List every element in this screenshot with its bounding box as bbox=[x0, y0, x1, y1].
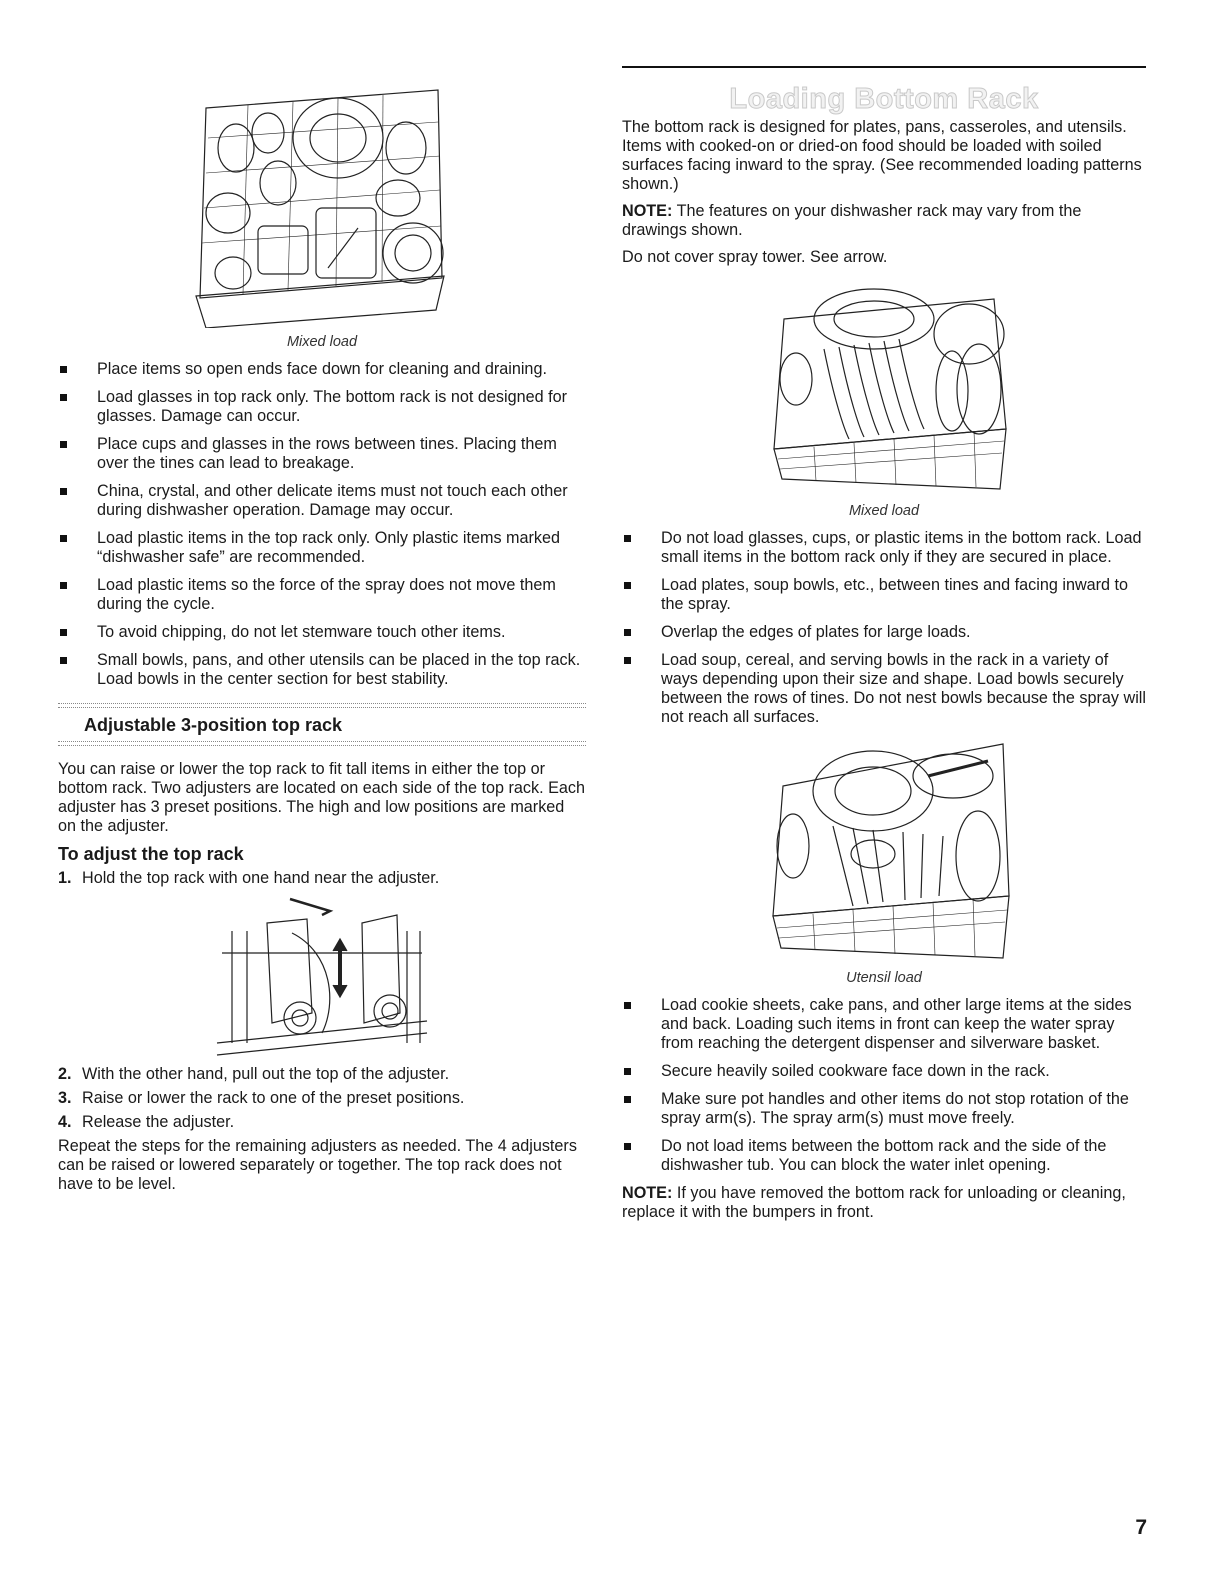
procedure-title: To adjust the top rack bbox=[58, 844, 244, 864]
step-item bbox=[58, 869, 586, 888]
step-number: 2. bbox=[58, 1065, 72, 1083]
closing-paragraph: Repeat the steps for the remaining adjusters as needed. The 4 adjusters can be raised or lowered separately or together. The top rack does not have to be level. bbox=[58, 1137, 577, 1193]
figure-caption: Mixed load bbox=[848, 503, 920, 519]
step-number: 3. bbox=[58, 1089, 72, 1107]
list-item: Place cups and glasses in the rows between tines. Placing them over the tines can lead to breakage. bbox=[58, 435, 586, 473]
subsection-title: Adjustable 3-position top rack bbox=[84, 715, 343, 735]
step-text: Release the adjuster. bbox=[82, 1113, 235, 1131]
intro-paragraph: The bottom rack is designed for plates, pans, casseroles, and utensils. Items with cooked-on or dried-on food should be loaded with soiled surfaces facing inward to the spray. (See recommended loading patterns shown.) bbox=[622, 118, 1142, 193]
step-item bbox=[58, 1089, 586, 1108]
list-item: China, crystal, and other delicate items must not touch each other during dishwasher operation. Damage may occur. bbox=[58, 482, 586, 520]
subsection-header bbox=[58, 703, 586, 746]
list-item: Load plastic items in the top rack only. Only plastic items marked “dishwasher safe” are recommended. bbox=[58, 529, 586, 567]
section-title: Loading Bottom Rack bbox=[729, 83, 1039, 115]
top-rack-mixed-load-illustration bbox=[188, 78, 456, 328]
note-label: NOTE: bbox=[622, 202, 673, 220]
figure-caption: Utensil load bbox=[846, 970, 922, 986]
large-items-bullet-list bbox=[622, 996, 1146, 1175]
step-text: With the other hand, pull out the top of the adjuster. bbox=[82, 1065, 450, 1083]
list-item: Place items so open ends face down for cleaning and draining. bbox=[58, 360, 586, 379]
left-column bbox=[58, 0, 586, 1202]
list-item: Do not load glasses, cups, or plastic items in the bottom rack. Load small items in the bottom rack only if they are secured in place. bbox=[622, 529, 1146, 567]
figure-caption: Mixed load bbox=[286, 334, 358, 350]
list-item: Load plastic items so the force of the spray does not move them during the cycle. bbox=[58, 576, 586, 614]
bottom-rack-utensil-load-illustration bbox=[753, 736, 1015, 964]
right-column bbox=[622, 0, 1146, 1230]
steps-list-continued bbox=[58, 1065, 586, 1132]
note-text: The features on your dishwasher rack may vary from the drawings shown. bbox=[622, 202, 1082, 239]
list-item: Do not load items between the bottom rack and the side of the dishwasher tub. You can block the water inlet opening. bbox=[622, 1137, 1146, 1175]
note-label: NOTE: bbox=[622, 1184, 673, 1202]
note-text: If you have removed the bottom rack for unloading or cleaning, replace it with the bumpers in front. bbox=[622, 1184, 1126, 1221]
section-rule bbox=[622, 66, 1146, 68]
note-paragraph bbox=[622, 202, 1146, 240]
step-number: 4. bbox=[58, 1113, 72, 1131]
page-number: 7 bbox=[1135, 1516, 1147, 1539]
list-item: Load soup, cereal, and serving bowls in the rack in a variety of ways depending upon their size and shape. Load bowls securely between the rows of tines. Do not nest bowls because the spray will not reach all surfaces. bbox=[622, 651, 1146, 727]
rack-adjuster-illustration bbox=[212, 893, 432, 1061]
list-item: To avoid chipping, do not let stemware touch other items. bbox=[58, 623, 586, 642]
list-item: Load plates, soup bowls, etc., between tines and facing inward to the spray. bbox=[622, 576, 1146, 614]
subsection-intro: You can raise or lower the top rack to fit tall items in either the top or bottom rack. Two adjusters are located on each side of the top rack. Each adjuster has 3 preset positions. The high and low positions are marked on the adjuster. bbox=[58, 760, 585, 835]
step-item bbox=[58, 1113, 586, 1132]
spray-tower-note: Do not cover spray tower. See arrow. bbox=[622, 248, 888, 266]
bottom-rack-mixed-load-illustration bbox=[754, 279, 1014, 497]
step-item bbox=[58, 1065, 586, 1084]
list-item: Load cookie sheets, cake pans, and other large items at the sides and back. Loading such items in front can keep the water spray from reaching the detergent dispenser and silverware basket. bbox=[622, 996, 1146, 1053]
step-text: Raise or lower the rack to one of the preset positions. bbox=[82, 1089, 465, 1107]
list-item: Secure heavily soiled cookware face down in the rack. bbox=[622, 1062, 1146, 1081]
bottom-rack-bullet-list bbox=[622, 529, 1146, 727]
list-item: Small bowls, pans, and other utensils can be placed in the top rack. Load bowls in the center section for best stability. bbox=[58, 651, 586, 689]
list-item: Make sure pot handles and other items do not stop rotation of the spray arm(s). The spray arm(s) must move freely. bbox=[622, 1090, 1146, 1128]
steps-list bbox=[58, 869, 586, 888]
list-item: Load glasses in top rack only. The bottom rack is not designed for glasses. Damage can occur. bbox=[58, 388, 586, 426]
top-rack-bullet-list bbox=[58, 360, 586, 689]
note-paragraph bbox=[622, 1184, 1146, 1222]
step-text: Hold the top rack with one hand near the adjuster. bbox=[82, 869, 440, 887]
divider bbox=[58, 741, 586, 746]
list-item: Overlap the edges of plates for large loads. bbox=[622, 623, 1146, 642]
step-number: 1. bbox=[58, 869, 72, 887]
